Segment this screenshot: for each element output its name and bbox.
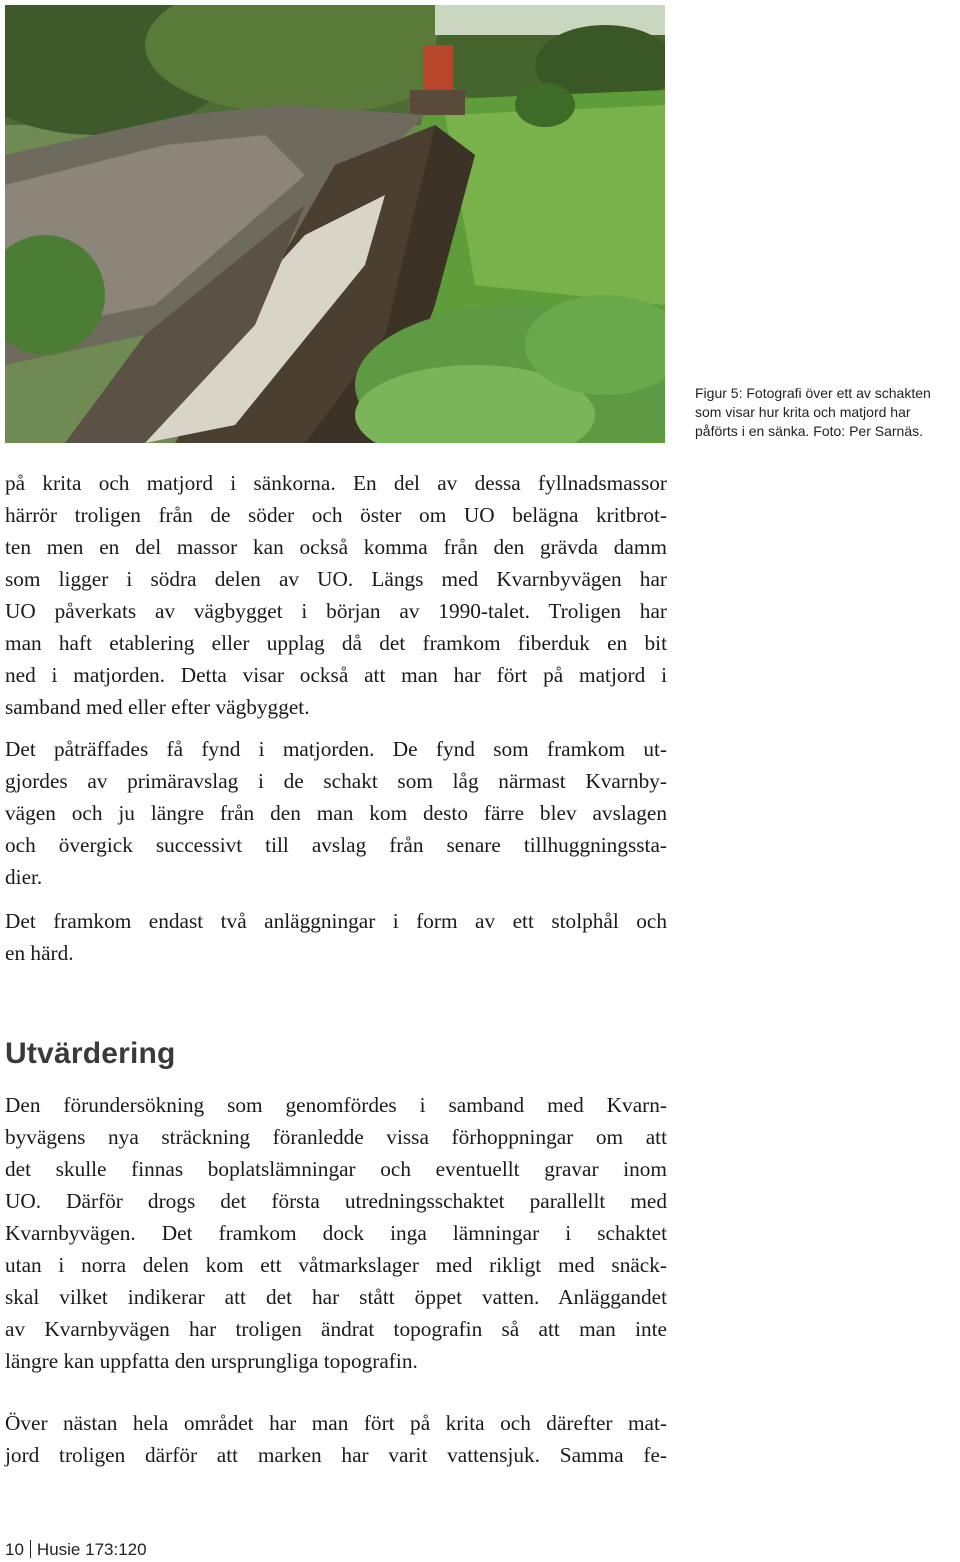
text-line: på krita och matjord i sänkorna. En del av dessa fyllnadsmassor bbox=[5, 471, 667, 495]
caption-line: påförts i en sänka. Foto: Per Sarnäs. bbox=[695, 423, 924, 439]
text-line: Det påträffades få fynd i matjorden. De fynd som framkom ut- bbox=[5, 737, 667, 761]
text-line: härrör troligen från de söder och öster om UO belägna kritbrot- bbox=[5, 503, 667, 527]
paragraph-chalk-area bbox=[5, 1407, 667, 1471]
paragraph-features bbox=[5, 905, 667, 969]
caption-line: som visar hur krita och matjord har bbox=[695, 404, 911, 420]
text-line: utan i norra delen kom ett våtmarkslager med rikligt med snäck- bbox=[5, 1253, 667, 1277]
text-line: Den förundersökning som genomfördes i samband med Kvarn- bbox=[5, 1093, 667, 1117]
text-line: man haft etablering eller upplag då det framkom fiberduk en bit bbox=[5, 631, 667, 655]
text-line: Det framkom endast två anläggningar i form av ett stolphål och bbox=[5, 909, 667, 933]
text-line: dier. bbox=[5, 865, 43, 889]
text-line: UO påverkats av vägbygget i början av 1990-talet. Troligen har bbox=[5, 599, 667, 623]
paragraph-fill-deposits bbox=[5, 467, 667, 723]
text-line: som ligger i södra delen av UO. Längs med Kvarnbyvägen har bbox=[5, 567, 667, 591]
paragraph-evaluation bbox=[5, 1089, 667, 1377]
caption-line: Figur 5: Fotografi över ett av schakten bbox=[695, 385, 931, 401]
text-line: byvägens nya sträckning föranledde vissa förhoppningar om att bbox=[5, 1125, 667, 1149]
text-line: jord troligen därför att marken har varit vattensjuk. Samma fe- bbox=[5, 1443, 667, 1467]
text-line: av Kvarnbyvägen har troligen ändrat topografin så att man inte bbox=[5, 1317, 667, 1341]
text-line: UO. Därför drogs det första utredningsschaktet parallellt med bbox=[5, 1189, 667, 1213]
trench-photo-illustration bbox=[5, 5, 665, 443]
section-heading: Utvärdering bbox=[5, 1037, 176, 1070]
text-line: vägen och ju längre från den man kom desto färre blev avslagen bbox=[5, 801, 667, 825]
text-line: och övergick successivt till avslag från senare tillhuggningssta- bbox=[5, 833, 667, 857]
figure-caption bbox=[695, 384, 960, 441]
page-number: 10 bbox=[5, 1540, 24, 1559]
text-line: ten men en del massor kan också komma från den grävda damm bbox=[5, 535, 667, 559]
text-line: gjordes av primäravslag i de schakt som låg närmast Kvarnby- bbox=[5, 769, 667, 793]
text-line: samband med eller efter vägbygget. bbox=[5, 695, 310, 719]
footer-divider bbox=[30, 1540, 31, 1558]
text-line: Kvarnbyvägen. Det framkom dock inga lämningar i schaktet bbox=[5, 1221, 667, 1245]
text-line: ned i matjorden. Detta visar också att man har fört på matjord i bbox=[5, 663, 667, 687]
text-line: längre kan uppfatta den ursprungliga topografin. bbox=[5, 1349, 418, 1373]
text-line: det skulle finnas boplatslämningar och eventuellt gravar inom bbox=[5, 1157, 667, 1181]
text-line: skal vilket indikerar att det har stått öppet vatten. Anläggandet bbox=[5, 1285, 667, 1309]
trench-photograph bbox=[5, 5, 665, 443]
publication-name: Husie 173:120 bbox=[36, 1540, 147, 1559]
text-line: en härd. bbox=[5, 941, 74, 965]
paragraph-finds bbox=[5, 733, 667, 893]
page-footer bbox=[5, 1540, 147, 1560]
text-line: Över nästan hela området har man fört på krita och därefter mat- bbox=[5, 1411, 667, 1435]
